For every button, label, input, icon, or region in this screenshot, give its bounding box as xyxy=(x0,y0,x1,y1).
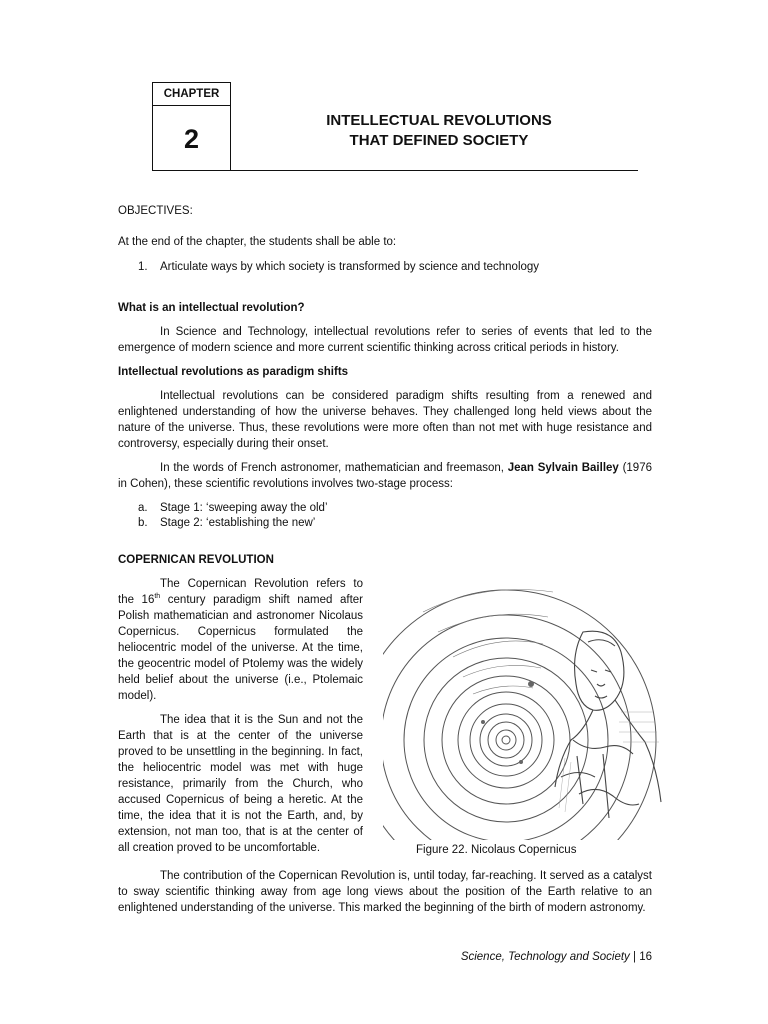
chapter-title-line2: THAT DEFINED SOCIETY xyxy=(349,132,529,149)
page-number: 16 xyxy=(639,951,652,963)
objectives-intro: At the end of the chapter, the students shall be able to: xyxy=(118,236,397,248)
copernican-text-b: century paradigm shift named after Polish mathematician and astronomer Nicolaus Copernicus. Copernicus formulated the heliocentric model of the universe. At the time, the geocentric model of Ptolemy was the widely held belief about the universe (i.e., Ptolemaic model). xyxy=(118,594,363,702)
paragraph-paradigm-shifts: Intellectual revolutions can be considered paradigm shifts resulting from a renewed and enlightened understanding of how the universe behaves. They challenged long held views about the nature of the universe. Thus, these revolutions were more often than not met with huge resistance and controversy, especially during their onset. xyxy=(118,390,652,450)
page-footer xyxy=(461,951,652,963)
paragraph-intellectual-revolution: In Science and Technology, intellectual revolutions refer to series of events that led to the emergence of modern science and more current scientific thinking across critical periods in history. xyxy=(118,326,652,354)
objectives-heading: OBJECTIVES: xyxy=(118,205,193,217)
figure-caption: Figure 22. Nicolaus Copernicus xyxy=(416,844,577,856)
objective-item: Articulate ways by which society is transformed by science and technology xyxy=(160,261,540,273)
chapter-title-line1: INTELLECTUAL REVOLUTIONS xyxy=(326,112,552,129)
chapter-label: CHAPTER xyxy=(153,83,230,106)
section-heading-intellectual-revolution: What is an intellectual revolution? xyxy=(118,302,305,314)
paragraph-copernican-2: The idea that it is the Sun and not the Earth that is at the center of the universe proved to be unsettling in the beginning. In fact, the heliocentric model was met with huge resistance, primarily from the Church, who accused Copernicus of being a heretic. At the time, the idea that it is not the Earth, and, by extension, not man too, that is at the center of all creation proved to be uncomfortable. xyxy=(118,714,363,854)
chapter-title xyxy=(240,111,638,151)
section-heading-paradigm-shifts: Intellectual revolutions as paradigm shifts xyxy=(118,366,349,378)
section-heading-copernican: COPERNICAN REVOLUTION xyxy=(118,554,274,566)
stage-b: Stage 2: ‘establishing the new’ xyxy=(160,517,316,529)
bailley-text-b: (1976 in Cohen), these scientific revolutions involves two-stage process: xyxy=(118,462,652,490)
title-rule xyxy=(231,170,638,171)
copernican-text-a: The Copernican Revolution refers to the 16 xyxy=(118,578,363,606)
copernican-sup: th xyxy=(154,593,161,601)
stage-b-marker: b. xyxy=(138,517,148,529)
stage-a: Stage 1: ‘sweeping away the old’ xyxy=(160,502,328,514)
chapter-box xyxy=(152,82,231,171)
objective-number: 1. xyxy=(138,261,148,273)
paragraph-copernican-1 xyxy=(118,576,363,704)
bailley-text-a: In the words of French astronomer, mathematician and freemason, xyxy=(160,462,504,474)
stage-a-marker: a. xyxy=(138,502,148,514)
footer-separator: | xyxy=(629,951,640,963)
copernicus-illustration xyxy=(383,572,663,840)
chapter-number: 2 xyxy=(183,123,200,154)
copernicus-figure xyxy=(383,572,663,840)
footer-book-title: Science, Technology and Society xyxy=(460,951,630,963)
paragraph-copernican-3: The contribution of the Copernican Revolution is, until today, far-reaching. It served as a catalyst to sway scientific thinking away from age long views about the position of the Earth relative to an enlightened understanding of the universe. This marked the beginning of the birth of modern astronomy. xyxy=(118,870,652,914)
paragraph-bailley xyxy=(118,460,652,492)
bailley-name: Jean Sylvain Bailley xyxy=(507,462,619,474)
